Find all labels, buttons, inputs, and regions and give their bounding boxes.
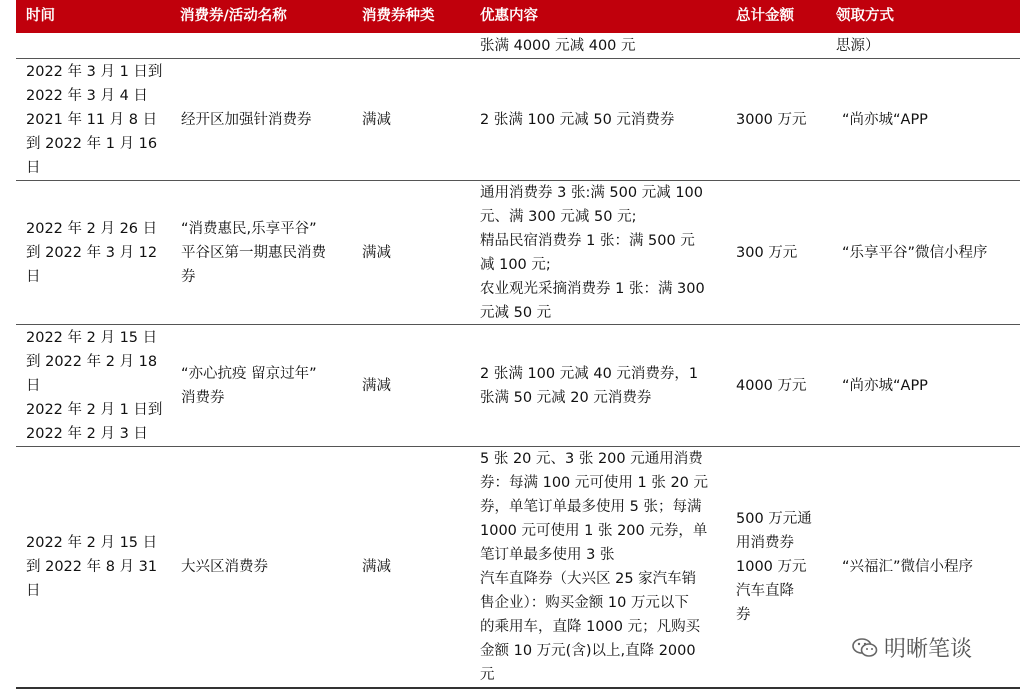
row-divider [16, 324, 1020, 325]
header-name: 消费券/活动名称 [180, 8, 287, 24]
cell-time: 2022 年 2 月 15 日 到 2022 年 2 月 18 日 2022 年 2 月 1 日到 2022 年 2 月 3 日 [26, 330, 163, 442]
cell-time: 2022 年 2 月 26 日 到 2022 年 3 月 12 日 [26, 221, 158, 285]
cell-type: 满减 [362, 559, 391, 575]
cell-discount: 5 张 20 元、3 张 200 元通用消费 券：每满 100 元可使用 1 张 20 元 券，单笔订单最多使用 5 张；每满 1000 元可使用 1 张 200 元券，单 笔订单最多使用 3 张 汽车直降券（大兴区 25 家汽车销 售企业）：购买金额 10 万元以下 的乘用车，直降 1000 元；凡购买 金额 10 万元(含)以上,直降 2000 元 [480, 451, 709, 683]
carryover-discount: 张满 4000 元减 400 元 [480, 38, 636, 54]
header-type: 消费券种类 [362, 8, 435, 24]
table-bottom-border [16, 687, 1020, 689]
cell-method: “尚亦城“APP [842, 112, 928, 128]
cell-discount: 通用消费券 3 张:满 500 元减 100 元、满 300 元减 50 元; 精品民宿消费券 1 张：满 500 元 减 100 元; 农业观光采摘消费券 1 张：满 300 元减 50 元 [480, 185, 705, 321]
cell-amount: 500 万元通 用消费券 1000 万元 汽车直降 券 [736, 511, 812, 623]
cell-type: 满减 [362, 378, 391, 394]
cell-time: 2022 年 3 月 1 日到 2022 年 3 月 4 日 2021 年 11 月 8 日 到 2022 年 1 月 16 日 [26, 64, 163, 176]
wechat-icon [852, 637, 878, 659]
cell-name: 大兴区消费券 [181, 559, 268, 575]
cell-name: “亦心抗疫 留京过年” 消费券 [181, 366, 317, 406]
header-time: 时间 [26, 8, 55, 24]
cell-discount: 2 张满 100 元减 40 元消费券，1 张满 50 元减 20 元消费券 [480, 366, 699, 406]
cell-amount: 300 万元 [736, 245, 798, 261]
carryover-method: 思源） [836, 38, 880, 54]
cell-time: 2022 年 2 月 15 日 到 2022 年 8 月 31 日 [26, 535, 158, 599]
cell-method: “兴福汇”微信小程序 [842, 559, 974, 575]
table-header [16, 0, 1020, 33]
watermark-text: 明晰笔谈 [884, 637, 973, 662]
row-divider [16, 58, 1020, 59]
cell-type: 满减 [362, 112, 391, 128]
cell-method: “尚亦城“APP [842, 378, 928, 394]
cell-method: “乐享平谷”微信小程序 [842, 245, 988, 261]
cell-amount: 4000 万元 [736, 378, 807, 394]
cell-name: 经开区加强针消费券 [181, 112, 312, 128]
cell-discount: 2 张满 100 元减 50 元消费券 [480, 112, 675, 128]
cell-type: 满减 [362, 245, 391, 261]
cell-amount: 3000 万元 [736, 112, 807, 128]
cell-name: “消费惠民,乐享平谷” 平谷区第一期惠民消费 券 [181, 221, 326, 285]
header-method: 领取方式 [836, 8, 894, 24]
watermark [848, 632, 976, 663]
header-discount: 优惠内容 [480, 8, 538, 24]
header-amount: 总计金额 [736, 8, 794, 24]
